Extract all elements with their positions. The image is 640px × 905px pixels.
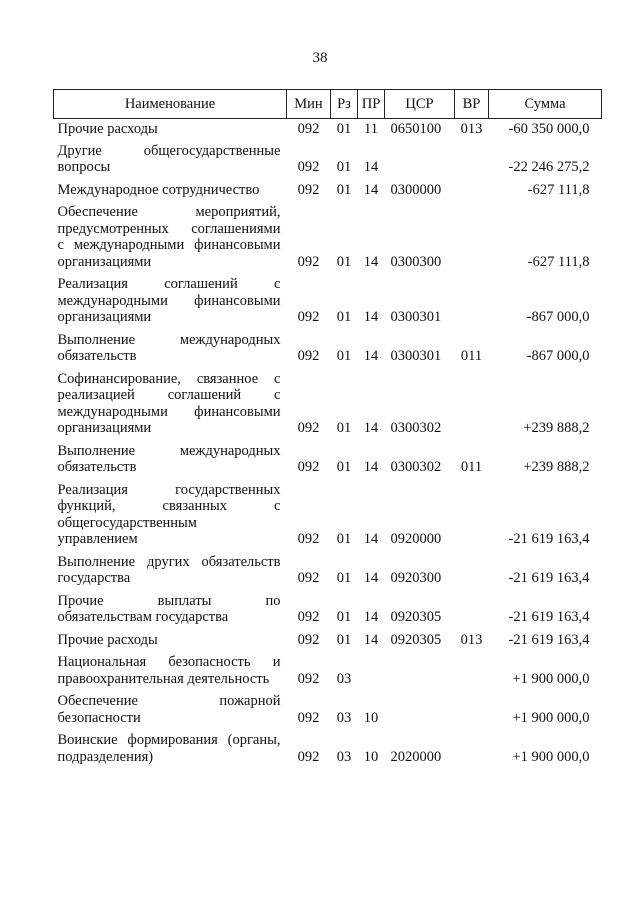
- cell-vr: [455, 654, 489, 693]
- header-csr: ЦСР: [385, 90, 455, 119]
- cell-rz: 03: [336, 748, 352, 765]
- cell-min: 092: [297, 531, 320, 547]
- cell-rz: 01: [336, 420, 352, 436]
- cell-rz: 01: [336, 121, 352, 137]
- table-row: [54, 371, 602, 443]
- name-line: обязательств: [57, 348, 137, 364]
- cell-vr: [455, 693, 489, 732]
- name-line: Обеспечение пожарной: [57, 693, 281, 709]
- cell-pr: 10: [363, 748, 379, 765]
- cell-min: 092: [297, 181, 320, 198]
- cell-sum: -21 619 163,4: [508, 631, 590, 648]
- name-line: вопросы: [57, 159, 111, 175]
- cell-name: [54, 693, 287, 732]
- cell-pr: [358, 654, 385, 693]
- cell-rz: 01: [336, 309, 352, 325]
- cell-vr: [455, 276, 489, 332]
- cell-csr: 2020000: [390, 748, 442, 765]
- name-line: подразделения): [57, 748, 154, 765]
- cell-pr: 14: [363, 309, 379, 325]
- table-row: [54, 204, 602, 276]
- cell-pr: 14: [363, 159, 379, 175]
- cell-vr: 011: [460, 459, 483, 475]
- cell-rz: 03: [336, 709, 352, 726]
- cell-sum: +1 900 000,0: [512, 748, 590, 765]
- table-row: [54, 143, 602, 182]
- name-line: организациями: [57, 420, 152, 436]
- table-header-row: [54, 90, 602, 119]
- table-row: [54, 182, 602, 205]
- name-line: Выполнение международных: [57, 442, 281, 459]
- cell-csr: 0920305: [390, 609, 442, 625]
- table-row: [54, 654, 602, 693]
- table-row: [54, 732, 602, 771]
- cell-csr: 0650100: [390, 121, 442, 137]
- cell-pr: 14: [363, 420, 379, 436]
- cell-name: [54, 482, 287, 554]
- name-line: Национальная безопасность и: [57, 654, 281, 670]
- cell-sum: +1 900 000,0: [512, 709, 590, 726]
- name-line: общегосударственным: [57, 514, 197, 531]
- cell-rz: 01: [336, 570, 352, 586]
- table-row: [54, 119, 602, 143]
- name-line: организациями: [57, 253, 152, 270]
- cell-min: 092: [297, 159, 320, 175]
- table-row: [54, 443, 602, 482]
- name-line: реализацией соглашений с: [57, 387, 281, 403]
- name-line: Софинансирование, связанное с: [57, 370, 281, 387]
- cell-pr: 14: [363, 631, 379, 648]
- name-line: Выполнение других обязательств: [57, 553, 281, 570]
- table-row: [54, 693, 602, 732]
- cell-name: [54, 332, 287, 371]
- cell-sum: +239 888,2: [523, 420, 590, 436]
- cell-name: [54, 654, 287, 693]
- cell-pr: 14: [363, 253, 379, 270]
- cell-csr: 0300302: [390, 459, 442, 475]
- cell-csr: 0300302: [390, 420, 442, 436]
- cell-vr: 011: [460, 348, 483, 364]
- cell-csr: [385, 654, 455, 693]
- name-line: безопасности: [57, 709, 141, 726]
- cell-sum: -21 619 163,4: [508, 609, 590, 625]
- header-pr: ПР: [358, 90, 385, 119]
- cell-rz: 01: [336, 159, 352, 175]
- cell-rz: 01: [336, 531, 352, 547]
- name-line: Реализация соглашений с: [57, 276, 281, 292]
- header-rz: Рз: [331, 90, 358, 119]
- cell-pr: 14: [363, 609, 379, 625]
- cell-name: [54, 632, 287, 655]
- cell-min: 092: [297, 459, 320, 475]
- cell-csr: 0300300: [390, 253, 442, 270]
- name-line: с международными финансовыми: [57, 237, 281, 253]
- cell-pr: 14: [363, 531, 379, 547]
- cell-min: 092: [297, 570, 320, 586]
- name-line: функций, связанных с: [57, 498, 281, 514]
- name-line: государства: [57, 570, 131, 586]
- cell-name: [54, 204, 287, 276]
- cell-csr: 0920000: [390, 531, 442, 547]
- name-line: обязательств: [57, 459, 137, 475]
- cell-pr: 14: [363, 181, 379, 198]
- cell-name: [54, 732, 287, 771]
- cell-sum: +239 888,2: [523, 459, 590, 475]
- cell-vr: [455, 371, 489, 443]
- table-row: [54, 554, 602, 593]
- cell-min: 092: [297, 609, 320, 625]
- cell-name: [54, 119, 287, 143]
- name-line: Прочие выплаты по: [57, 592, 281, 609]
- cell-sum: -22 246 275,2: [508, 159, 590, 175]
- cell-rz: 01: [336, 459, 352, 475]
- cell-csr: [385, 693, 455, 732]
- cell-sum: -867 000,0: [526, 309, 590, 325]
- cell-pr: 14: [363, 570, 379, 586]
- cell-csr: 0300000: [390, 181, 442, 198]
- cell-sum: +1 900 000,0: [512, 670, 590, 687]
- cell-name: [54, 143, 287, 182]
- cell-pr: 11: [364, 121, 378, 137]
- cell-min: 092: [297, 631, 320, 648]
- cell-min: 092: [297, 348, 320, 364]
- cell-vr: [455, 554, 489, 593]
- cell-min: 092: [297, 121, 320, 137]
- cell-sum: -627 111,8: [527, 253, 590, 270]
- cell-min: 092: [297, 253, 320, 270]
- cell-rz: 01: [336, 609, 352, 625]
- name-line: международными финансовыми: [57, 292, 281, 309]
- table-body: [54, 119, 602, 772]
- name-line: обязательствам государства: [57, 609, 229, 625]
- cell-name: [54, 276, 287, 332]
- cell-csr: 0300301: [390, 309, 442, 325]
- name-line: предусмотренных соглашениями: [57, 220, 281, 237]
- cell-name: [54, 371, 287, 443]
- header-vr: ВР: [455, 90, 489, 119]
- cell-sum: -60 350 000,0: [508, 121, 590, 137]
- cell-vr: 013: [460, 631, 483, 648]
- name-line: Обеспечение мероприятий,: [57, 204, 281, 220]
- cell-vr: [455, 593, 489, 632]
- header-min: Мин: [287, 90, 331, 119]
- cell-rz: 01: [336, 253, 352, 270]
- header-name: Наименование: [54, 90, 287, 119]
- table-row: [54, 482, 602, 554]
- cell-pr: 10: [363, 709, 379, 726]
- table-row: [54, 332, 602, 371]
- name-line: Реализация государственных: [57, 481, 281, 498]
- cell-vr: 013: [460, 121, 483, 137]
- cell-min: 092: [297, 709, 320, 726]
- name-line: правоохранительная деятельность: [57, 670, 270, 687]
- name-line: организациями: [57, 309, 152, 325]
- cell-sum: -627 111,8: [527, 181, 590, 198]
- name-line: Другие общегосударственные: [57, 142, 281, 159]
- budget-table: [53, 89, 602, 771]
- cell-sum: -21 619 163,4: [508, 570, 590, 586]
- cell-csr: 0920305: [390, 631, 442, 648]
- cell-min: 092: [297, 670, 320, 687]
- cell-min: 092: [297, 420, 320, 436]
- cell-vr: [455, 732, 489, 771]
- cell-min: 092: [297, 748, 320, 765]
- name-line: Выполнение международных: [57, 331, 281, 348]
- cell-rz: 01: [336, 348, 352, 364]
- cell-csr: 0300301: [390, 348, 442, 364]
- name-line: Международное сотрудничество: [57, 181, 260, 198]
- cell-vr: [455, 204, 489, 276]
- name-line: управлением: [57, 531, 138, 547]
- cell-min: 092: [297, 309, 320, 325]
- cell-pr: 14: [363, 459, 379, 475]
- cell-name: [54, 443, 287, 482]
- cell-name: [54, 182, 287, 205]
- table-row: [54, 593, 602, 632]
- name-line: международными финансовыми: [57, 403, 281, 420]
- cell-name: [54, 554, 287, 593]
- cell-csr: 0920300: [390, 570, 442, 586]
- cell-sum: -867 000,0: [526, 348, 590, 364]
- cell-rz: 03: [336, 670, 352, 687]
- name-line: Воинские формирования (органы,: [57, 732, 281, 748]
- cell-vr: [455, 143, 489, 182]
- cell-rz: 01: [336, 631, 352, 648]
- cell-rz: 01: [336, 181, 352, 198]
- table-row: [54, 632, 602, 655]
- name-line: Прочие расходы: [57, 121, 158, 137]
- cell-vr: [455, 482, 489, 554]
- name-line: Прочие расходы: [57, 631, 158, 648]
- cell-sum: -21 619 163,4: [508, 531, 590, 547]
- cell-pr: 14: [363, 348, 379, 364]
- cell-csr: [385, 143, 455, 182]
- table-row: [54, 276, 602, 332]
- cell-name: [54, 593, 287, 632]
- header-sum: Сумма: [489, 90, 602, 119]
- page-number: 38: [312, 50, 328, 66]
- cell-vr: [455, 182, 489, 205]
